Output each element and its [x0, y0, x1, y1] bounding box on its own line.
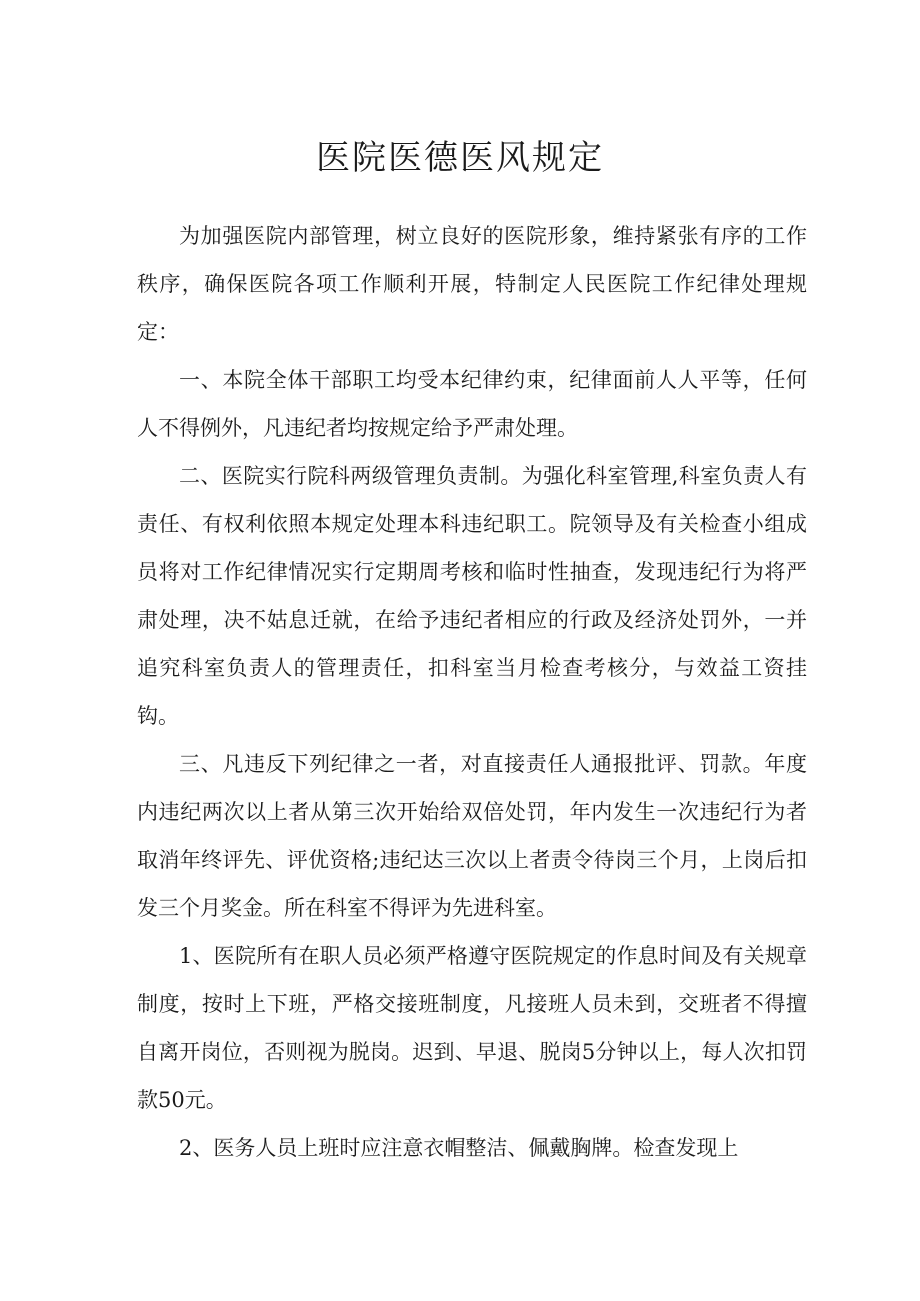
paragraph-article-2: 二、医院实行院科两级管理负责制。为强化科室管理,科室负责人有责任、有权利依照本规定处理本科违纪职工。院领导及有关检查小组成员将对工作纪律情况实行定期周考核和临时性抽查，发现违纪行为将严肃处理，决不姑息迁就，在给予违纪者相应的行政及经济处罚外，一并追究科室负责人的管理责任，扣科室当月检查考核分，与效益工资挂钩。	[137, 464, 807, 728]
paragraph-intro: 为加强医院内部管理，树立良好的医院形象，维持紧张有序的工作秩序，确保医院各项工作顺利开展，特制定人民医院工作纪律处理规定：	[137, 224, 807, 344]
paragraph-rule-1: 1、医院所有在职人员必须严格遵守医院规定的作息时间及有关规章制度，按时上下班，严格交接班制度，凡接班人员未到，交班者不得擅自离开岗位，否则视为脱岗。迟到、早退、脱岗5分钟以上，每人次扣罚款50元。	[137, 944, 807, 1112]
paragraph-article-3: 三、凡违反下列纪律之一者，对直接责任人通报批评、罚款。年度内违纪两次以上者从第三次开始给双倍处罚，年内发生一次违纪行为者取消年终评先、评优资格;违纪达三次以上者责令待岗三个月，上岗后扣发三个月奖金。所在科室不得评为先进科室。	[137, 752, 807, 920]
document-title: 医院医德医风规定	[316, 138, 604, 178]
document-body	[137, 212, 807, 1172]
paragraph-rule-2: 2、医务人员上班时应注意衣帽整洁、佩戴胸牌。检查发现上	[179, 1136, 739, 1160]
paragraph-article-1: 一、本院全体干部职工均受本纪律约束，纪律面前人人平等，任何人不得例外，凡违纪者均按规定给予严肃处理。	[137, 368, 807, 440]
